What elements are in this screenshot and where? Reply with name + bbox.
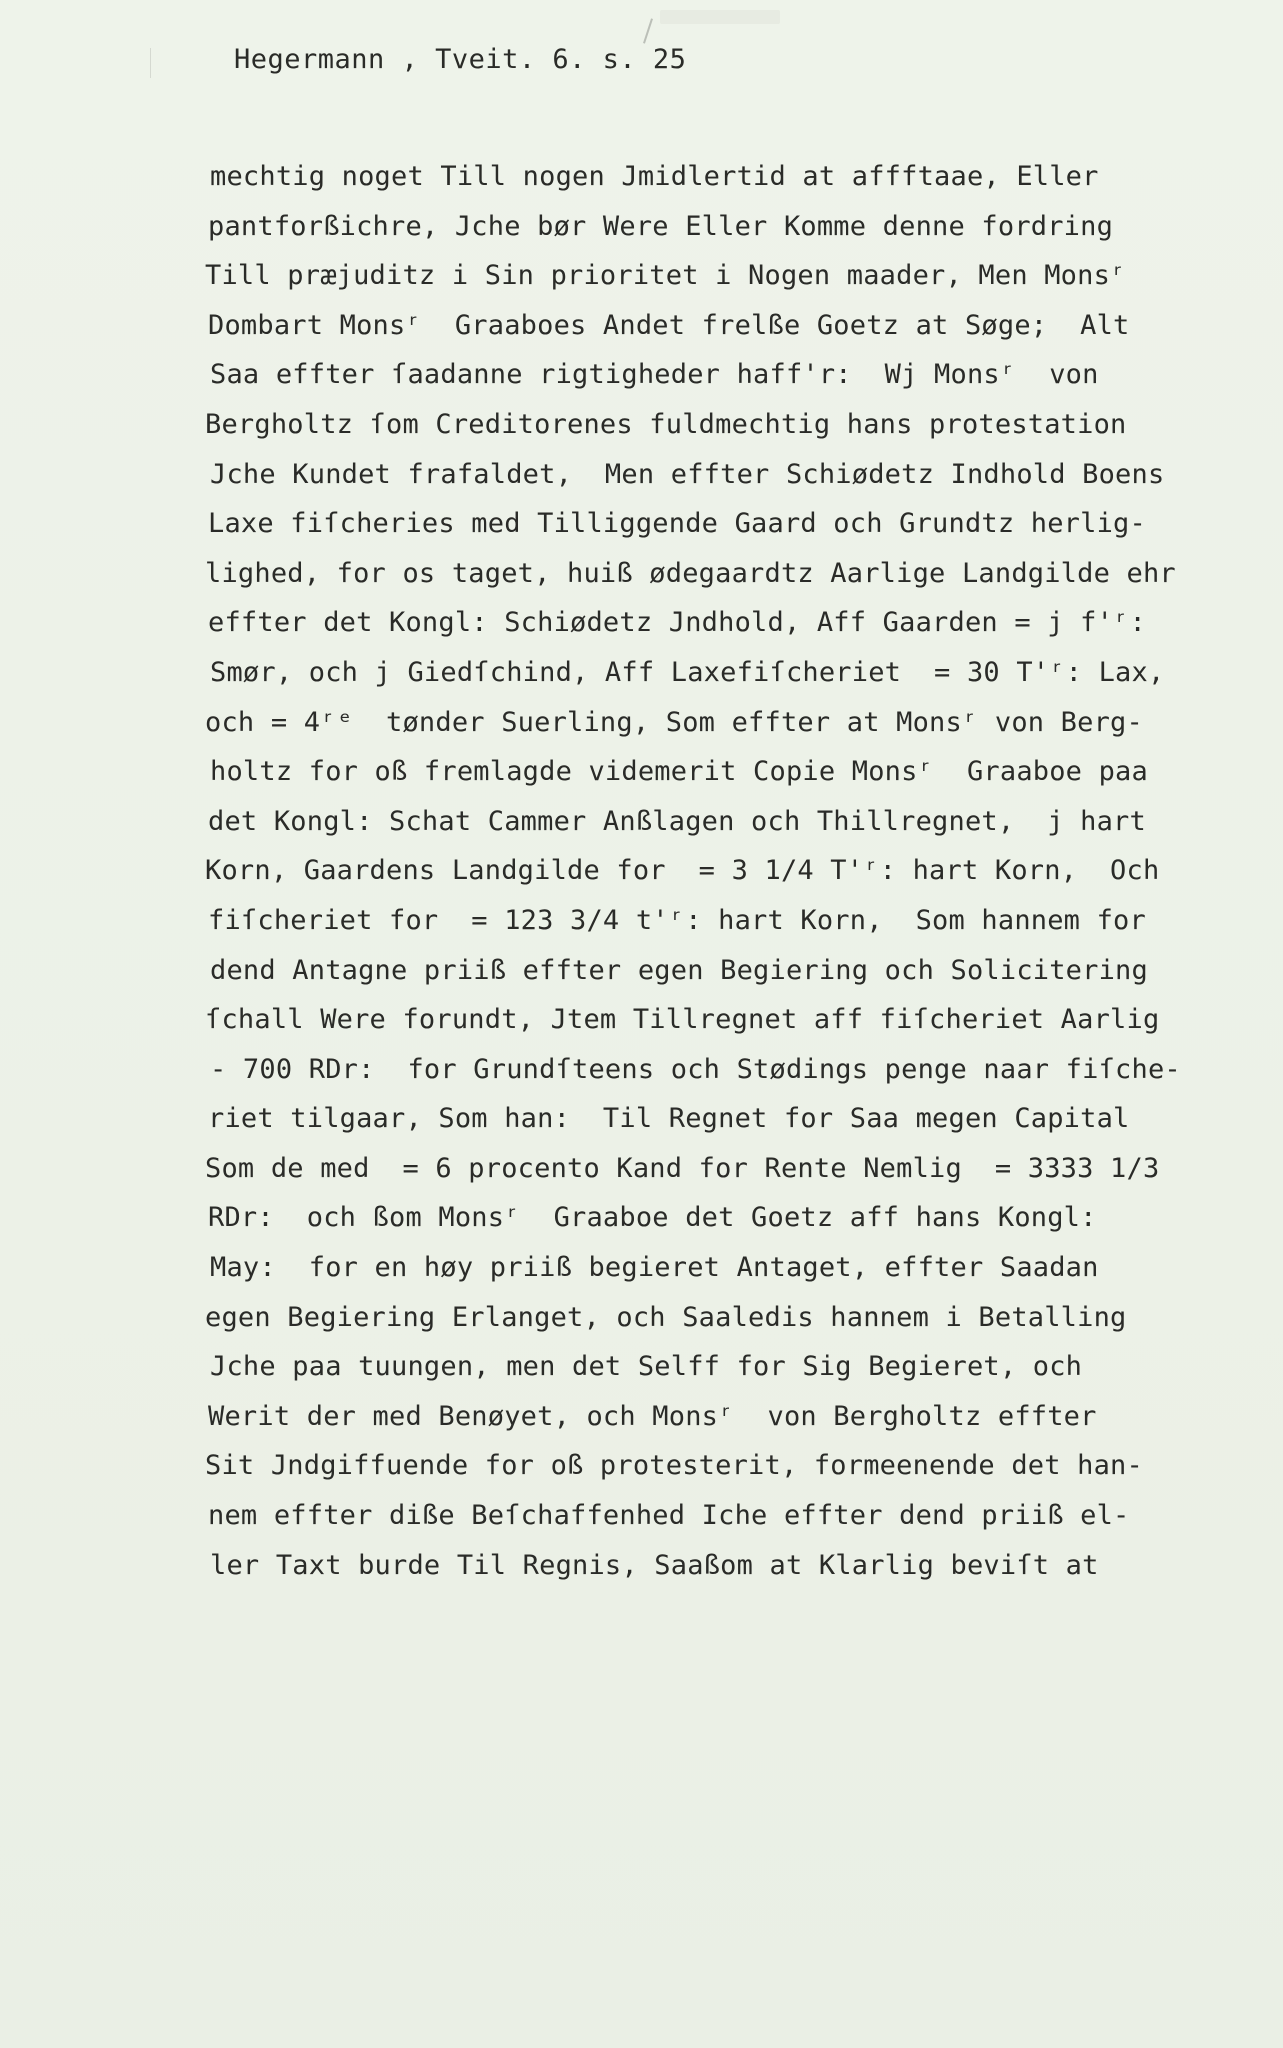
text-line: - 700 RDr: for Grundſteens och Stødings penge naar fiſche-	[210, 1053, 1181, 1085]
text-line: Saa effter ſaadanne rigtigheder haff'r: Wj Monsʳ von	[210, 359, 1099, 391]
text-line: lighed, for os taget, huiß ødegaardtz Aarlige Landgilde ehr	[205, 557, 1176, 589]
text-line: May: for en høy priiß begieret Antaget, effter Saadan	[210, 1252, 1099, 1284]
text-line: Bergholtz ſom Creditorenes fuldmechtig hans protestation	[205, 408, 1127, 440]
text-line: ler Taxt burde Til Regnis, Saaßom at Klarlig beviſt at	[210, 1549, 1099, 1581]
text-line: RDr: och ßom Monsʳ Graaboe det Goetz aff hans Kongl:	[208, 1202, 1097, 1234]
text-line: Smør, och j Giedſchind, Aff Laxefiſcheriet = 30 T'ʳ: Lax,	[210, 656, 1165, 688]
page-header: Hegermann , Tveit. 6. s. 25	[234, 44, 687, 75]
text-line: Werit der med Benøyet, och Monsʳ von Bergholtz effter	[208, 1400, 1097, 1432]
text-line: dend Antagne priiß effter egen Begiering och Solicitering	[210, 954, 1148, 986]
text-line: Sit Jndgiffuende for oß protesterit, formeenende det han-	[205, 1450, 1143, 1482]
text-line: holtz for oß fremlagde videmerit Copie Monsʳ Graaboe paa	[210, 756, 1148, 788]
text-line: och = 4ʳᵉ tønder Suerling, Som effter at Monsʳ von Berg-	[205, 706, 1143, 738]
text-line: riet tilgaar, Som han: Til Regnet for Saa megen Capital	[208, 1103, 1130, 1135]
text-line: Jche paa tuungen, men det Selff for Sig Begieret, och	[210, 1351, 1083, 1383]
pencil-mark	[643, 18, 653, 43]
text-line: egen Begiering Erlanget, och Saaledis hannem i Betalling	[205, 1301, 1127, 1333]
margin-line	[150, 48, 151, 78]
faded-stamp-area	[660, 10, 780, 24]
text-line: pantforßichre, Jche bør Were Eller Komme denne fordring	[208, 210, 1114, 242]
text-line: Till præjuditz i Sin prioritet i Nogen maader, Men Monsʳ	[205, 260, 1127, 292]
text-line: Som de med = 6 procento Kand for Rente Nemlig = 3333 1/3	[205, 1152, 1160, 1184]
text-line: Jche Kundet frafaldet, Men effter Schiødetz Indhold Boens	[210, 458, 1165, 490]
text-line: effter det Kongl: Schiødetz Jndhold, Aff Gaarden = j f'ʳ:	[208, 607, 1146, 639]
text-line: mechtig noget Till nogen Jmidlertid at affftaae, Eller	[210, 161, 1099, 192]
text-line: det Kongl: Schat Cammer Anßlagen och Thillregnet, j hart	[208, 805, 1146, 837]
text-line: Laxe fiſcheries med Tilliggende Gaard och Grundtz herlig-	[208, 508, 1146, 540]
text-line: fiſcheriet for = 123 3/4 t'ʳ: hart Korn, Som hannem for	[208, 904, 1146, 936]
text-line: nem effter diße Beſchaffenhed Iche effter dend priiß el-	[208, 1500, 1130, 1532]
text-line: ſchall Were forundt, Jtem Tillregnet aff fiſcheriet Aarlig	[205, 1004, 1160, 1036]
transcription-body	[205, 152, 1181, 1590]
text-line: Dombart Monsʳ Graaboes Andet frelße Goetz at Søge; Alt	[208, 309, 1130, 341]
text-line: Korn, Gaardens Landgilde for = 3 1/4 T'ʳ: hart Korn, Och	[205, 855, 1160, 887]
